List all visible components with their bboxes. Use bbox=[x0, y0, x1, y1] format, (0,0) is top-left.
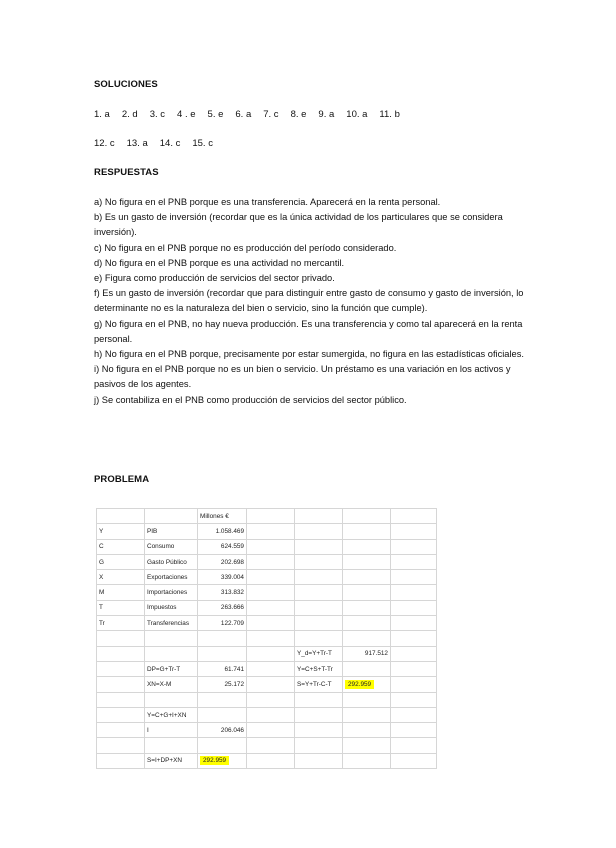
table-cell bbox=[343, 524, 391, 539]
answers-row-1 bbox=[94, 109, 412, 120]
answer-item: 1. a bbox=[94, 109, 110, 120]
table-cell bbox=[343, 554, 391, 569]
table-cell: T bbox=[97, 600, 145, 615]
table-cell bbox=[97, 723, 145, 738]
table-cell bbox=[391, 738, 437, 753]
table-cell bbox=[391, 539, 437, 554]
table-cell bbox=[391, 707, 437, 722]
table-cell bbox=[295, 631, 343, 646]
table-cell bbox=[295, 570, 343, 585]
table-cell: 917.512 bbox=[343, 646, 391, 661]
table-cell bbox=[247, 677, 295, 692]
table-cell bbox=[247, 570, 295, 585]
table-cell: Transferencias bbox=[145, 616, 198, 631]
table-cell bbox=[247, 646, 295, 661]
table-cell: Impuestos bbox=[145, 600, 198, 615]
soluciones-heading: SOLUCIONES bbox=[94, 79, 158, 90]
problema-spreadsheet bbox=[96, 508, 437, 769]
table-cell bbox=[247, 524, 295, 539]
table-cell: I bbox=[145, 723, 198, 738]
table-cell bbox=[343, 738, 391, 753]
table-cell bbox=[247, 692, 295, 707]
table-cell: DP=G+Tr-T bbox=[145, 661, 198, 676]
table-cell bbox=[343, 677, 391, 692]
table-cell bbox=[295, 753, 343, 768]
table-cell bbox=[295, 738, 343, 753]
table-cell bbox=[343, 707, 391, 722]
table-cell bbox=[391, 616, 437, 631]
table-row bbox=[97, 570, 437, 585]
highlighted-value: 292.959 bbox=[345, 680, 374, 689]
table-cell bbox=[391, 524, 437, 539]
answer-item: 15. c bbox=[192, 138, 213, 149]
table-row bbox=[97, 554, 437, 569]
table-cell bbox=[391, 753, 437, 768]
table-cell: 313.832 bbox=[198, 585, 247, 600]
respuesta-item: a) No figura en el PNB porque es una transferencia. Aparecerá en la renta personal. bbox=[94, 197, 441, 207]
table-cell bbox=[97, 677, 145, 692]
table-cell bbox=[343, 600, 391, 615]
table-cell bbox=[97, 661, 145, 676]
table-cell bbox=[97, 707, 145, 722]
answer-item: 2. d bbox=[121, 109, 138, 120]
table-row bbox=[97, 616, 437, 631]
table-cell bbox=[97, 738, 145, 753]
respuesta-item: c) No figura en el PNB porque no es producción del período considerado. bbox=[94, 242, 397, 253]
table-row bbox=[97, 524, 437, 539]
answer-item: 4 . e bbox=[177, 109, 196, 120]
respuesta-item: g) No figura en el PNB, no hay nueva producción. Es una transferencia y como tal aparecerá en la renta personal. bbox=[94, 318, 523, 344]
table-cell bbox=[198, 631, 247, 646]
table-cell: Importaciones bbox=[145, 585, 198, 600]
table-cell: 122.709 bbox=[198, 616, 247, 631]
table-cell: Y bbox=[97, 524, 145, 539]
table-cell bbox=[97, 646, 145, 661]
answer-item: 10. a bbox=[346, 109, 368, 120]
table-cell bbox=[391, 692, 437, 707]
table-cell: PIB bbox=[145, 524, 198, 539]
table-cell bbox=[343, 692, 391, 707]
table-cell bbox=[343, 539, 391, 554]
table-row bbox=[97, 692, 437, 707]
table-row bbox=[97, 723, 437, 738]
table-cell: 624.559 bbox=[198, 539, 247, 554]
table-row bbox=[97, 677, 437, 692]
table-cell bbox=[247, 539, 295, 554]
table-cell bbox=[97, 631, 145, 646]
table-cell bbox=[343, 631, 391, 646]
table-cell bbox=[198, 738, 247, 753]
table-cell bbox=[295, 600, 343, 615]
table-cell: 263.666 bbox=[198, 600, 247, 615]
table-cell bbox=[97, 692, 145, 707]
respuestas-list bbox=[94, 195, 534, 408]
table-cell bbox=[343, 616, 391, 631]
table-cell bbox=[247, 554, 295, 569]
units-header: Millones € bbox=[198, 509, 247, 524]
answer-item: 9. a bbox=[318, 109, 335, 120]
table-header-row bbox=[97, 509, 437, 524]
table-cell bbox=[198, 707, 247, 722]
table-row bbox=[97, 753, 437, 768]
table-row bbox=[97, 646, 437, 661]
table-cell: 339.004 bbox=[198, 570, 247, 585]
table-cell bbox=[247, 753, 295, 768]
answer-item: 14. c bbox=[159, 138, 181, 149]
answer-item: 12. c bbox=[94, 138, 115, 149]
table-cell bbox=[198, 646, 247, 661]
table-row bbox=[97, 707, 437, 722]
table-cell: M bbox=[97, 585, 145, 600]
answer-item: 8. e bbox=[290, 109, 307, 120]
table-cell bbox=[247, 738, 295, 753]
table-cell: 1.058.469 bbox=[198, 524, 247, 539]
table-cell: 25.172 bbox=[198, 677, 247, 692]
respuesta-item: b) Es un gasto de inversión (recordar que es la única actividad de los particulares que se considera inversión). bbox=[94, 212, 503, 238]
respuesta-item: i) No figura en el PNB porque no es un bien o servicio. Un préstamo es una variación en los activos y pasivos de los agentes. bbox=[94, 364, 511, 390]
table-cell bbox=[391, 631, 437, 646]
table-cell bbox=[391, 661, 437, 676]
table-cell bbox=[391, 600, 437, 615]
table-cell bbox=[391, 723, 437, 738]
respuesta-item: f) Es un gasto de inversión (recordar que para distinguir entre gasto de consumo y gasto de inversión, lo determinante no es la naturaleza del bien o servicio, sino la función que cumple). bbox=[94, 288, 524, 314]
highlighted-value: 292.959 bbox=[200, 756, 229, 765]
table-cell bbox=[247, 723, 295, 738]
table-cell bbox=[247, 616, 295, 631]
table-cell: 206.046 bbox=[198, 723, 247, 738]
table-cell bbox=[343, 585, 391, 600]
table-cell bbox=[295, 539, 343, 554]
respuesta-item: e) Figura como producción de servicios del sector privado. bbox=[94, 273, 335, 284]
table-cell bbox=[343, 753, 391, 768]
table-cell bbox=[295, 554, 343, 569]
table-row bbox=[97, 600, 437, 615]
table-cell bbox=[391, 646, 437, 661]
answer-item: 7. c bbox=[263, 109, 279, 120]
table-cell: Tr bbox=[97, 616, 145, 631]
table-cell bbox=[145, 646, 198, 661]
table-cell bbox=[391, 554, 437, 569]
table-cell: Consumo bbox=[145, 539, 198, 554]
table-cell: XN=X-M bbox=[145, 677, 198, 692]
table-cell bbox=[247, 707, 295, 722]
respuesta-item: h) No figura en el PNB porque, precisamente por estar sumergida, no figura en las estadísticas oficiales. bbox=[94, 349, 524, 360]
table-row bbox=[97, 539, 437, 554]
answer-item: 3. c bbox=[149, 109, 166, 120]
table-cell bbox=[295, 616, 343, 631]
table-cell bbox=[247, 600, 295, 615]
table-cell bbox=[247, 631, 295, 646]
table-cell: Y=C+S+T-Tr bbox=[295, 661, 343, 676]
table-row bbox=[97, 631, 437, 646]
table-cell: Y=C+G+I+XN bbox=[145, 707, 198, 722]
table-cell bbox=[391, 570, 437, 585]
respuesta-item: j) Se contabiliza en el PNB como producción de servicios del sector público. bbox=[94, 394, 407, 405]
table-cell bbox=[145, 738, 198, 753]
answer-item: 11. b bbox=[379, 109, 400, 120]
table-cell bbox=[295, 723, 343, 738]
table-cell: 202.698 bbox=[198, 554, 247, 569]
table-cell bbox=[198, 753, 247, 768]
table-cell bbox=[145, 692, 198, 707]
table-cell bbox=[295, 707, 343, 722]
table-cell bbox=[247, 661, 295, 676]
table-cell: Gasto Público bbox=[145, 554, 198, 569]
table-cell: S=Y+Tr-C-T bbox=[295, 677, 343, 692]
table-cell bbox=[295, 524, 343, 539]
answer-item: 13. a bbox=[126, 138, 148, 149]
answers-row-2 bbox=[94, 138, 225, 149]
table-cell: X bbox=[97, 570, 145, 585]
table-row bbox=[97, 661, 437, 676]
table-cell bbox=[145, 631, 198, 646]
respuestas-heading: RESPUESTAS bbox=[94, 167, 159, 178]
table-cell bbox=[295, 585, 343, 600]
table-cell bbox=[391, 677, 437, 692]
table-cell bbox=[343, 661, 391, 676]
problema-heading: PROBLEMA bbox=[94, 474, 150, 485]
table-cell: Exportaciones bbox=[145, 570, 198, 585]
table-cell: S=I+DP+XN bbox=[145, 753, 198, 768]
table-row bbox=[97, 585, 437, 600]
table-cell bbox=[247, 585, 295, 600]
respuesta-item: d) No figura en el PNB porque es una actividad no mercantil. bbox=[94, 257, 345, 268]
table-cell: C bbox=[97, 539, 145, 554]
table-cell bbox=[343, 570, 391, 585]
table-row bbox=[97, 738, 437, 753]
table-cell bbox=[198, 692, 247, 707]
table-cell: 61.741 bbox=[198, 661, 247, 676]
table-cell: Y_d=Y+Tr-T bbox=[295, 646, 343, 661]
answer-item: 6. a bbox=[235, 109, 252, 120]
answer-item: 5. e bbox=[207, 109, 224, 120]
table-cell bbox=[391, 585, 437, 600]
table-cell bbox=[97, 753, 145, 768]
table-cell: G bbox=[97, 554, 145, 569]
table-cell bbox=[295, 692, 343, 707]
table-cell bbox=[343, 723, 391, 738]
